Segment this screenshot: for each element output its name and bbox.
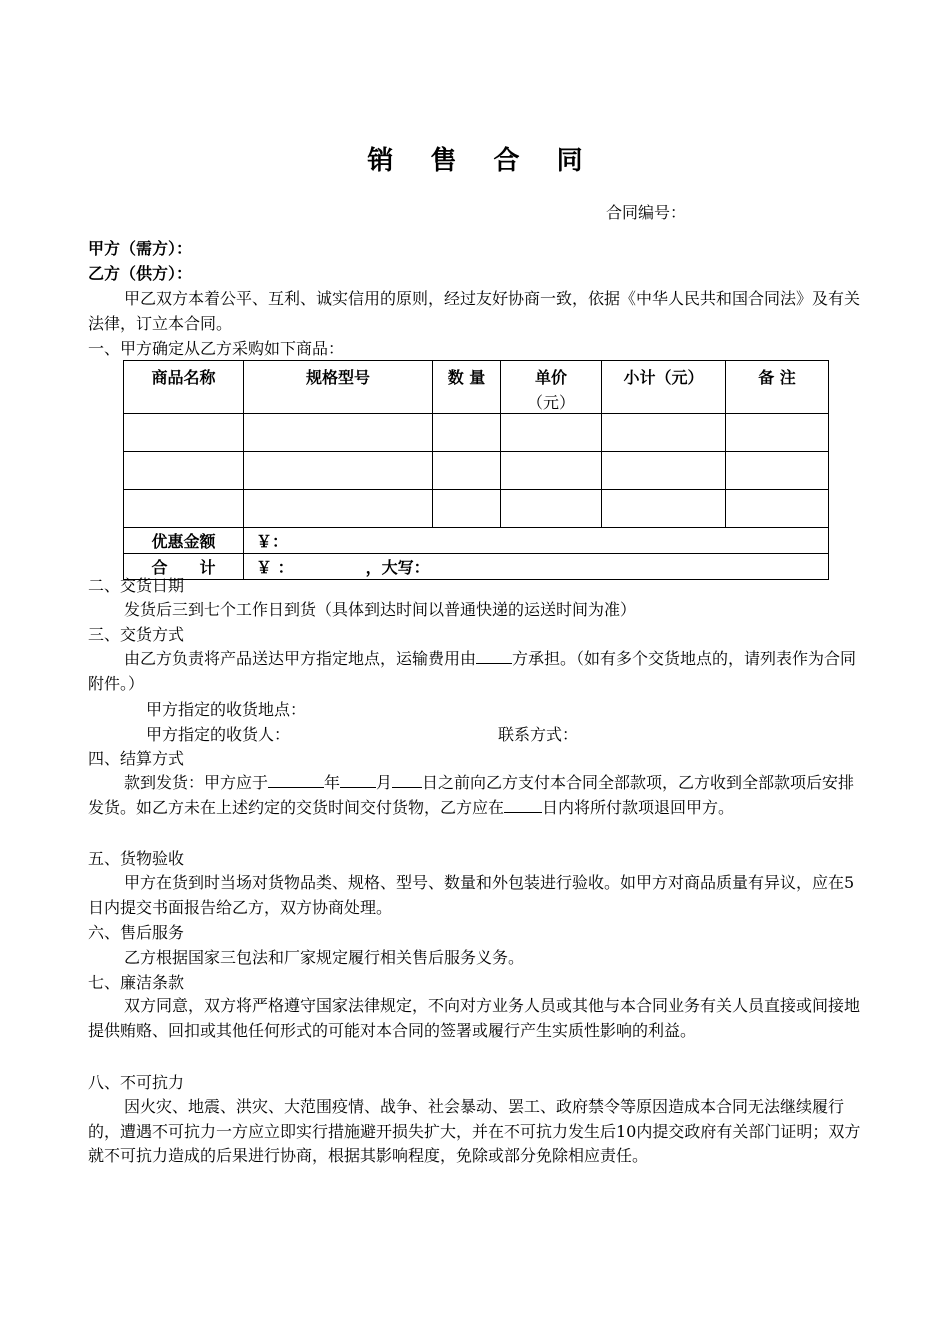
section-5-heading: 五、货物验收 (88, 849, 185, 868)
table-cell[interactable] (433, 452, 501, 490)
table-cell[interactable] (501, 414, 602, 452)
table-cell[interactable] (124, 452, 244, 490)
payment-month-blank[interactable] (340, 773, 376, 788)
section-4-text-2: 日之前向乙方支付本合同全部款项，乙方收到全部款项后安排发货。如乙方未在上述约定的交货时间交付货物，乙方应在 (88, 773, 855, 817)
table-cell[interactable] (726, 414, 829, 452)
receiver-label: 甲方指定的收货人： (146, 725, 291, 744)
document-title: 销 售 合 同 (367, 146, 597, 176)
table-cell[interactable] (726, 452, 829, 490)
contract-number-label: 合同编号： (606, 203, 687, 222)
delivery-address-label: 甲方指定的收货地点： (146, 700, 307, 719)
table-cell[interactable] (602, 414, 726, 452)
table-cell[interactable] (433, 414, 501, 452)
table-cell[interactable] (602, 490, 726, 528)
section-6-heading: 六、售后服务 (88, 923, 185, 942)
table-cell[interactable] (244, 452, 433, 490)
section-1-heading: 一、甲方确定从乙方采购如下商品： (88, 339, 345, 358)
section-2-body: 发货后三到七个工作日到货（具体到达时间以普通快递的运送时间为准） (124, 600, 637, 619)
total-value[interactable]: ￥ ： ，大写： (244, 554, 829, 580)
refund-days-blank[interactable] (504, 798, 542, 813)
header-unit-price-unit: （元） (526, 393, 575, 412)
discount-row (124, 528, 829, 554)
section-8-body: 因火灾、地震、洪灾、大范围疫情、战争、社会暴动、罢工、政府禁令等原因造成本合同无法继续履行的，遭遇不可抗力一方应立即实行措施避开损失扩大，并在不可抗力发生后10内提交政府有关部门证明；双方就不可抗力造成的后果进行协商，根据其影响程度，免除或部分免除相应责任。 (88, 1097, 861, 1165)
table-cell[interactable] (501, 452, 602, 490)
header-product-name: 商品名称 (124, 361, 244, 414)
table-cell[interactable] (244, 490, 433, 528)
header-remarks: 备 注 (726, 361, 829, 414)
section-3-body-pre: 由乙方负责将产品送达甲方指定地点，运输费用由 (124, 649, 477, 668)
goods-table (123, 360, 829, 580)
month-label: 月 (376, 773, 393, 792)
header-subtotal: 小计（元） (602, 361, 726, 414)
header-quantity: 数 量 (433, 361, 501, 414)
section-3-body (88, 647, 866, 696)
preamble-paragraph: 甲乙双方本着公平、互利、诚实信用的原则，经过友好协商一致，依据《中华人民共和国合同法》及有关法律，订立本合同。 (88, 289, 861, 333)
table-row (124, 414, 829, 452)
table-row (124, 452, 829, 490)
section-2-heading: 二、交货日期 (88, 576, 185, 595)
section-4-text-3: 日内将所付款项退回甲方。 (542, 797, 735, 817)
table-cell[interactable] (501, 490, 602, 528)
table-header-row (124, 361, 829, 414)
table-cell[interactable] (124, 490, 244, 528)
table-cell[interactable] (726, 490, 829, 528)
section-4-body (88, 771, 866, 820)
table-cell[interactable] (433, 490, 501, 528)
section-6-body: 乙方根据国家三包法和厂家规定履行相关售后服务义务。 (124, 948, 525, 967)
section-3-body-post: 方承担。（如有多个交货地点的，请列表作为合同附件。） (88, 649, 857, 693)
party-b-label: 乙方（供方）： (88, 264, 193, 283)
header-spec-model: 规格型号 (244, 361, 433, 414)
section-3-heading: 三、交货方式 (88, 625, 185, 644)
table-cell[interactable] (124, 414, 244, 452)
section-5-body: 甲方在货到时当场对货物品类、规格、型号、数量和外包装进行验收。如甲方对商品质量有异议，应在5日内提交书面报告给乙方，双方协商处理。 (88, 873, 855, 917)
payment-year-blank[interactable] (268, 773, 324, 788)
party-a-label: 甲方（需方）： (88, 239, 193, 258)
payment-day-blank[interactable] (392, 773, 422, 788)
table-cell[interactable] (244, 414, 433, 452)
section-4-text-1: 款到发货：甲方应于 (124, 773, 269, 792)
section-4-heading: 四、结算方式 (88, 749, 185, 768)
total-label: 合 计 (124, 554, 244, 580)
discount-value[interactable]: ￥： (244, 528, 829, 554)
contact-label: 联系方式： (498, 725, 579, 744)
section-7-body: 双方同意，双方将严格遵守国家法律规定，不向对方业务人员或其他与本合同业务有关人员直接或间接地提供贿赂、回扣或其他任何形式的可能对本合同的签署或履行产生实质性影响的利益。 (88, 996, 861, 1040)
cost-bearer-blank[interactable] (476, 649, 512, 664)
discount-label: 优惠金额 (124, 528, 244, 554)
year-label: 年 (324, 773, 341, 792)
section-8-heading: 八、不可抗力 (88, 1073, 185, 1092)
section-7-heading: 七、廉洁条款 (88, 973, 185, 992)
table-cell[interactable] (602, 452, 726, 490)
total-row (124, 554, 829, 580)
table-row (124, 490, 829, 528)
header-unit-price-label: 单价 (534, 368, 567, 387)
header-unit-price (501, 361, 602, 414)
